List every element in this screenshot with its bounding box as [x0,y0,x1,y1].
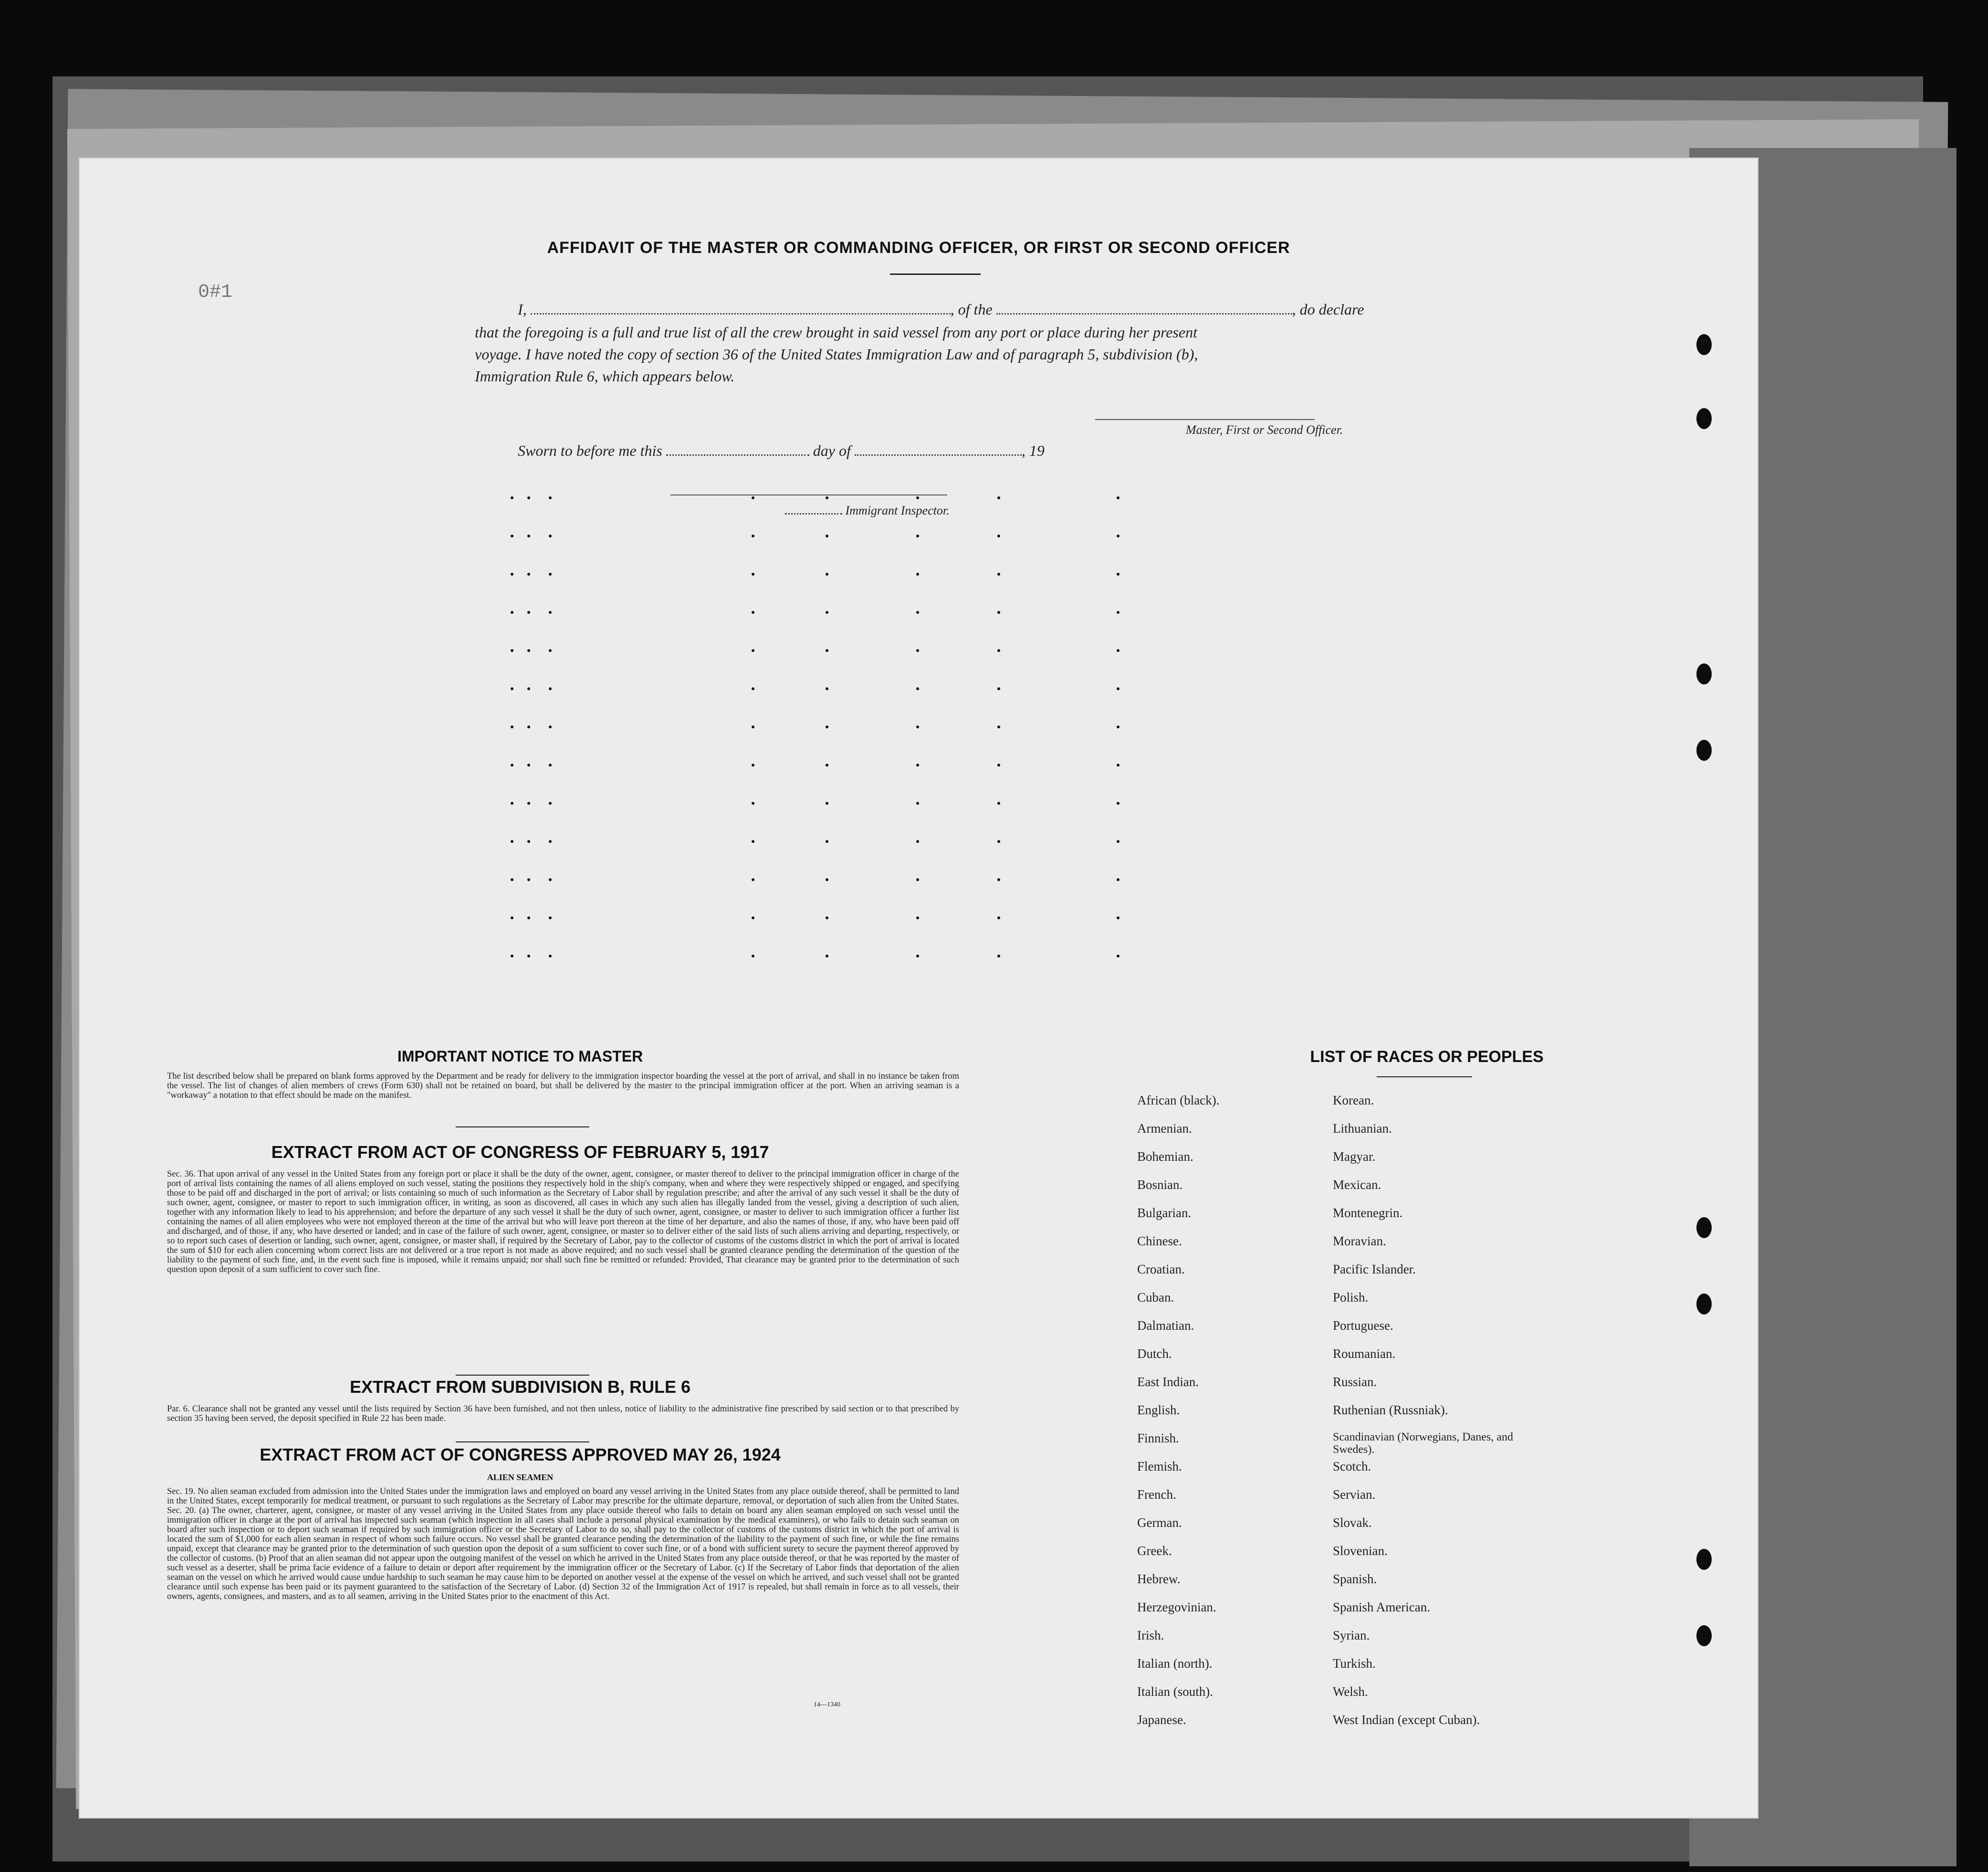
race-item: Servian. [1333,1487,1376,1502]
bleed-dot [527,611,530,614]
bleed-dot [916,611,919,614]
race-item: Turkish. [1333,1656,1376,1671]
bleed-dot [916,802,919,805]
race-item: Scandinavian (Norwegians, Danes, and Swedes). [1333,1431,1513,1456]
bleed-dot [527,802,530,805]
sworn-label: Sworn to before me this [518,442,662,459]
race-item: Slovenian. [1333,1544,1388,1558]
race-item: Dalmatian. [1137,1318,1194,1333]
bleed-dot [826,496,828,499]
bleed-dot [997,573,1000,576]
bleed-dot [826,916,828,919]
bleed-dot [511,496,513,499]
month-blank[interactable] [855,454,1022,456]
affidavit-body-line: Immigration Rule 6, which appears below. [475,368,735,385]
bleed-dot [916,649,919,652]
bleed-dot [527,916,530,919]
bleed-dot [549,840,552,843]
race-item: German. [1137,1515,1182,1530]
affidavit-title: AFFIDAVIT OF THE MASTER OR COMMANDING OFFICER, OR FIRST OR SECOND OFFICER [547,239,1290,257]
extract-1924-text: Sec. 19. No alien seaman excluded from admission into the United States under the immigration laws and employed on board any vessel arriving in the United States from any place outside thereof, shall be permitted to land in the United States, except temporarily for medical treatment, or pursuant to such regulations as the Secretary of Labor may prescribe for the ultimate departure, removal, or deportation of such alien from the United States. Sec. 20. (a) The owner, charterer, agent, consignee, or master of any vessel arriving in the United States from any place outside thereof who fails to detain on board any alien seaman employed on such vessel until the immigration officer in charge at the port of arrival has inspected such seaman (which inspection in all cases shall include a personal physical examination by the medical examiners), or who fails to detain such seaman on board after such inspection or to deport such seaman if required by such immigration officer or the Secretary of Labor to do so, shall pay to the collector of customs of the customs district in which the port of arrival is located the sum of $1,000 for each alien seaman in respect of whom such failure occurs. No vessel shall be granted clearance pending the determination of the liability to the payment of such fine, or while the fine remains unpaid, except that clearance may be granted prior to the determination of such question upon the deposit of a sum sufficient to cover such fine, or of a bond with sufficient surety to secure the payment thereof approved by the collector of customs. (b) Proof that an alien seaman did not appear upon the outgoing manifest of the vessel on which he arrived in the United States from any place outside thereof, or that he was reported by the master of such vessel as a deserter, shall be prima facie evidence of a failure to detain or deport after requirement by the immigration officer or the Secretary of Labor. (c) If the Secretary of Labor finds that deportation of the alien seaman on the vessel on which he arrived would cause undue hardship to such seaman he may cause him to be deported on another vessel at the expense of the vessel on which he arrived, and such vessel shall not be granted clearance until such expense has been paid or its payment guaranteed to the satisfaction of the Secretary of Labor. (d) Section 32 of the Immigration Act of 1917 is repealed, but shall remain in force as to all vessels, their owners, agents, consignees, and masters, and as to all seamen, arriving in the United States prior to the enactment of this Act. [167,1487,959,1601]
race-item: Greek. [1137,1544,1172,1558]
bleed-dot [1117,726,1120,728]
race-item: Korean. [1333,1093,1374,1107]
races-left-column [1137,1093,1318,1741]
declaration-line [518,301,1364,318]
bleed-dot [916,878,919,881]
race-item: Spanish American. [1333,1600,1430,1614]
bleed-dot [549,802,552,805]
bleed-dot [549,955,552,957]
bleed-dot [997,649,1000,652]
race-item: East Indian. [1137,1375,1199,1389]
bleed-dot [752,955,754,957]
race-item: Bohemian. [1137,1149,1193,1164]
bleed-dot [527,955,530,957]
bleed-dot [752,802,754,805]
race-item: English. [1137,1403,1180,1417]
punch-hole [1696,1217,1712,1238]
bleed-dot [997,878,1000,881]
race-item: Welsh. [1333,1684,1368,1699]
form-number: 14—1340 [814,1701,840,1708]
bleed-dot [527,573,530,576]
bleed-dot [997,916,1000,919]
bleed-dot [826,535,828,537]
race-item: Armenian. [1137,1121,1192,1136]
race-item: Bosnian. [1137,1178,1183,1192]
bleed-dot [752,840,754,843]
bleed-dot [752,726,754,728]
bleed-dot [826,649,828,652]
bleed-dot [997,611,1000,614]
bleed-dot [826,955,828,957]
bleed-dot [511,687,513,690]
bleed-dot [1117,649,1120,652]
bleed-dot [1117,496,1120,499]
punch-hole [1696,663,1712,684]
bleed-dot [1117,611,1120,614]
race-item: Ruthenian (Russniak). [1333,1403,1448,1417]
sworn-line [518,442,1045,460]
notice-text: The list described below shall be prepared on blank forms approved by the Department and be ready for delivery to the immigration inspector boarding the vessel at the port of arrival, and shall in no instance be taken from the vessel. The list of changes of alien members of crews (Form 630) shall not be retained on board, but shall be delivered by the master to the principal immigration officer at the port. When an arriving seaman is a "workaway" a notation to that effect should be made on the manifest. [167,1072,959,1100]
bleed-dot [997,535,1000,537]
race-item: Irish. [1137,1628,1164,1642]
notice-title: IMPORTANT NOTICE TO MASTER [397,1048,643,1065]
i-label: I, [518,301,527,318]
bleed-dot [1117,764,1120,767]
inspector-signature-label [785,504,950,518]
bleed-dot [826,726,828,728]
bleed-dot [1117,878,1120,881]
bleed-dot [527,764,530,767]
bleed-dot [826,687,828,690]
affidavit-body-line: that the foregoing is a full and true list of all the crew brought in said vessel from any port or place during her present [475,324,1197,341]
bleed-dot [1117,573,1120,576]
bleed-dot [916,764,919,767]
master-signature-line [1095,419,1315,420]
punch-hole [1696,1625,1712,1646]
extract-1924-title: EXTRACT FROM ACT OF CONGRESS APPROVED MAY 26, 1924 [260,1445,781,1464]
bleed-dot [511,611,513,614]
title-rule [890,273,981,275]
section-rule [1377,1076,1472,1077]
bleed-dot [527,878,530,881]
bleed-dot [527,840,530,843]
race-item: Magyar. [1333,1149,1376,1164]
extract-rule6-text: Par. 6. Clearance shall not be granted any vessel until the lists required by Section 36 have been furnished, and not then unless, notice of liability to the administrative fine prescribed by said section or to that prescribed by section 35 having been served, the deposit specified in Rule 22 has been made. [167,1404,959,1423]
vessel-blank[interactable] [996,313,1292,315]
race-item: French. [1137,1487,1176,1502]
race-item: Syrian. [1333,1628,1370,1642]
bleed-dot [916,687,919,690]
race-item: Chinese. [1137,1234,1182,1248]
race-item: Scotch. [1333,1459,1371,1473]
bleed-dot [549,878,552,881]
bleed-dot [916,840,919,843]
day-of-label: day of [813,442,851,459]
race-item: Italian (north). [1137,1656,1213,1671]
race-item: Italian (south). [1137,1684,1213,1699]
bleed-dot [997,496,1000,499]
inspector-label: Immigrant Inspector. [845,504,950,517]
race-item: Mexican. [1333,1178,1381,1192]
race-item: Montenegrin. [1333,1206,1403,1220]
bleed-dot [752,496,754,499]
bleed-dot [826,573,828,576]
bleed-dot [752,764,754,767]
bleed-dot [826,764,828,767]
race-item: Russian. [1333,1375,1377,1389]
race-item: Cuban. [1137,1290,1174,1304]
punch-hole [1696,1294,1712,1315]
extract-1917-text: Sec. 36. That upon arrival of any vessel in the United States from any foreign port or place it shall be the duty of the owner, agent, consignee, or master thereof to deliver to the principal immigration officer in charge of the port of arrival lists containing the names of all aliens employed on such vessel, stating the positions they respectively hold in the ship's company, when and where they were respectively shipped or engaged, and specifying those to be paid off and discharged in the port of arrival; or lists containing so much of such information as the Secretary of Labor shall by regulation prescribe; and after the arrival of any such vessel it shall be the duty of such owner, agent, consignee, or master to report to such immigration officer, in writing, as soon as discovered, all cases in which any such alien has illegally landed from the vessel, giving a description of such alien, together with any information likely to lead to his apprehension; and before the departure of any such vessel it shall be the duty of such owner, agent, consignee, or master to deliver to such immigration officer a further list containing the names of all alien employees who were not employed thereon at the time of the arrival but who will leave port thereon at the time of her departure, and also the names of those, if any, who have been paid off and discharged, and of those, if any, who have deserted or landed; and in case of the failure of such owner, agent, consignee, or master so to deliver either of the said lists of such aliens arriving and departing, respectively, or so to report such cases of desertion or landing, such owner, agent, consignee, or master shall, if required by the Secretary of Labor, pay to the collector of customs of the customs district in which the port of arrival is located the sum of $10 for each alien concerning whom correct lists are not delivered or a true report is not made as above required; and no such vessel shall be granted clearance pending the determination of the question of the liability to the payment of such fine, and, in the event such fine is imposed, while it remains unpaid; nor shall such fine be remitted or refunded: Provided, That clearance may be granted prior to the determination of such question upon deposit of a sum sufficient to cover such fine. [167,1169,959,1274]
race-item: Roumanian. [1333,1346,1396,1361]
bleed-dot [511,955,513,957]
bleed-dot [511,916,513,919]
bleed-dot [1117,535,1120,537]
document-page [79,158,1758,1819]
bleed-dot [826,802,828,805]
bleed-dot [511,726,513,728]
race-item: Polish. [1333,1290,1369,1304]
race-item: Dutch. [1137,1346,1172,1361]
bleed-dot [752,649,754,652]
bleed-dot [549,764,552,767]
bleed-dot [916,496,919,499]
bleed-dot [916,535,919,537]
race-item: Flemish. [1137,1459,1182,1473]
bleed-dot [826,611,828,614]
bleed-dot [511,840,513,843]
section-rule [456,1441,589,1442]
race-item: Japanese. [1137,1713,1186,1727]
day-blank[interactable] [666,454,809,456]
bleed-dot [997,802,1000,805]
affidavit-body-line: voyage. I have noted the copy of section 36 of the United States Immigration Law and of paragraph 5, subdivision (b), [475,346,1198,363]
of-the-label: , of the [950,301,993,318]
declare-label: , do declare [1292,301,1364,318]
alien-seamen-subtitle: ALIEN SEAMEN [487,1472,554,1482]
master-signature-label: Master, First or Second Officer. [1186,423,1343,437]
bleed-dot [511,535,513,537]
race-item: Pacific Islander. [1333,1262,1416,1276]
bleed-dot [511,802,513,805]
bleed-dot [997,955,1000,957]
bleed-dot [826,840,828,843]
bleed-dot [511,878,513,881]
bleed-dot [826,878,828,881]
inspector-blank [785,513,842,515]
bleed-dot [752,611,754,614]
punch-hole [1696,334,1712,355]
bleed-dot [511,764,513,767]
bleed-dot [549,611,552,614]
bleed-dot [916,573,919,576]
race-item: Bulgarian. [1137,1206,1192,1220]
bleed-dot [752,687,754,690]
bleed-dot [997,764,1000,767]
bleed-dot [511,649,513,652]
bleed-dot [527,726,530,728]
bleed-dot [549,573,552,576]
race-item: Spanish. [1333,1572,1377,1586]
bleed-dot [752,878,754,881]
punch-hole [1696,1549,1712,1570]
race-item: Finnish. [1137,1431,1179,1445]
bleed-dot [549,726,552,728]
bleed-dot [549,687,552,690]
race-item: Portuguese. [1333,1318,1393,1333]
bleed-dot [752,535,754,537]
bleed-dot [511,573,513,576]
bleed-dot [549,496,552,499]
inspector-signature-line [670,494,947,495]
race-item: Herzegovinian. [1137,1600,1216,1614]
bleed-dot [916,916,919,919]
bleed-dot [752,573,754,576]
race-item: Hebrew. [1137,1572,1181,1586]
race-item: Lithuanian. [1333,1121,1392,1136]
bleed-dot [527,687,530,690]
punch-hole [1696,408,1712,429]
section-rule [456,1126,589,1127]
bleed-dot [752,916,754,919]
year-label: , 19 [1021,442,1045,459]
race-item: Croatian. [1137,1262,1185,1276]
race-item: West Indian (except Cuban). [1333,1713,1480,1727]
bleed-dot [549,649,552,652]
bleed-dot [1117,840,1120,843]
bleed-dot [1117,955,1120,957]
bleed-dot [1117,687,1120,690]
section-rule [456,1375,589,1376]
extract-rule6-title: EXTRACT FROM SUBDIVISION B, RULE 6 [349,1377,691,1397]
bleed-dot [527,535,530,537]
page-stamp: 0#1 [198,282,233,303]
extract-1917-title: EXTRACT FROM ACT OF CONGRESS OF FEBRUARY 5, 1917 [271,1142,769,1162]
bleed-dot [997,687,1000,690]
race-item: African (black). [1137,1093,1220,1107]
race-item: Moravian. [1333,1234,1386,1248]
bleed-dot [1117,916,1120,919]
race-item: Slovak. [1333,1515,1372,1530]
races-right-column [1333,1093,1543,1741]
bleed-dot [997,840,1000,843]
bleed-dot [527,649,530,652]
name-blank[interactable] [531,313,951,315]
bleed-dot [1117,802,1120,805]
bleed-dot [549,916,552,919]
bleed-dot [997,726,1000,728]
bleed-dot [916,726,919,728]
bleed-dot [549,535,552,537]
bleed-dot [527,496,530,499]
punch-hole [1696,740,1712,761]
races-title: LIST OF RACES OR PEOPLES [1310,1048,1544,1066]
bleed-dot [916,955,919,957]
